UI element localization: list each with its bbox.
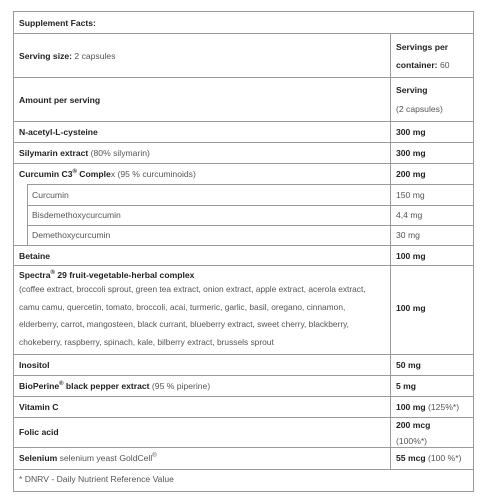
servings-per-label: Servings per — [396, 42, 449, 52]
title-row — [14, 12, 473, 34]
demethoxycurcumin-name: Demethoxycurcumin — [32, 230, 111, 240]
serving-column-head: Serving — [396, 85, 428, 95]
nac-amount: 300 mg — [396, 127, 426, 137]
betaine-name: Betaine — [19, 251, 51, 261]
silymarin-name: Silymarin extract (80% silymarin) — [19, 148, 150, 158]
folic-acid-amount: 200 mcg — [396, 420, 431, 430]
bisdemethoxycurcumin-amount: 4,4 mg — [396, 210, 423, 220]
silymarin-amount: 300 mg — [396, 148, 426, 158]
bisdemethoxycurcumin-name: Bisdemethoxycurcumin — [32, 210, 121, 220]
bioperine-row — [14, 376, 473, 397]
folic-acid-dv: (100%*) — [396, 436, 428, 446]
selenium-row — [14, 448, 473, 470]
curcuminoid-subrows — [14, 185, 473, 246]
selenium-name: Selenium selenium yeast GoldCell® — [19, 453, 157, 463]
nac-row — [14, 122, 473, 143]
spectra-ingredients: (coffee extract, broccoli sprout, green tea extract, onion extract, apple extract, acerola extract, camu camu, quercetin, tomato, broccoli, acai, turmeric, garlic, basil, oregano, cinnamon, elderberry, carrot, mangosteen, black currant, blueberry extract, sweet cherry, blackberry, chokeberry, raspberry, spinach, kale, bilberry extract, brussels sprout — [19, 284, 366, 348]
silymarin-row — [14, 143, 473, 164]
spectra-amount: 100 mg — [396, 303, 426, 313]
betaine-row — [14, 246, 473, 266]
curcumin-name: Curcumin — [32, 190, 69, 200]
serving-size: Serving size: 2 capsules — [19, 51, 116, 61]
inositol-name: Inositol — [19, 360, 50, 370]
serving-size-row — [14, 34, 473, 78]
footnote-row — [14, 470, 473, 492]
selenium-amount: 55 mcg (100 %*) — [396, 453, 462, 463]
betaine-amount: 100 mg — [396, 251, 426, 261]
curcumin-c3-amount: 200 mg — [396, 169, 426, 179]
footnote: * DNRV - Daily Nutrient Reference Value — [19, 474, 174, 484]
vitamin-c-name: Vitamin C — [19, 402, 59, 412]
demethoxycurcumin-amount: 30 mg — [396, 230, 420, 240]
curcumin-c3-name: Curcumin C3® Complex (95 % curcuminoids) — [19, 169, 196, 179]
spectra-name: Spectra® 29 fruit-vegetable-herbal complex — [19, 270, 195, 280]
folic-acid-row — [14, 418, 473, 448]
supplement-facts-panel — [13, 11, 474, 492]
inositol-row — [14, 355, 473, 376]
bioperine-amount: 5 mg — [396, 381, 417, 391]
amount-per-serving-row — [14, 78, 473, 122]
serving-column-subhead: (2 capsules) — [396, 104, 443, 114]
indent-line — [27, 185, 28, 245]
vitamin-c-amount: 100 mg (125%*) — [396, 402, 460, 412]
servings-per-container: container: 60 — [396, 60, 450, 70]
curcumin-c3-row — [14, 164, 473, 185]
inositol-amount: 50 mg — [396, 360, 421, 370]
nac-name: N-acetyl-L-cysteine — [19, 127, 98, 137]
bioperine-name: BioPerine® black pepper extract (95 % piperine) — [19, 381, 211, 391]
amount-per-serving-label: Amount per serving — [19, 95, 101, 105]
spectra-row — [14, 266, 473, 355]
panel-title: Supplement Facts: — [19, 18, 96, 28]
folic-acid-name: Folic acid — [19, 427, 59, 437]
curcumin-amount: 150 mg — [396, 190, 425, 200]
